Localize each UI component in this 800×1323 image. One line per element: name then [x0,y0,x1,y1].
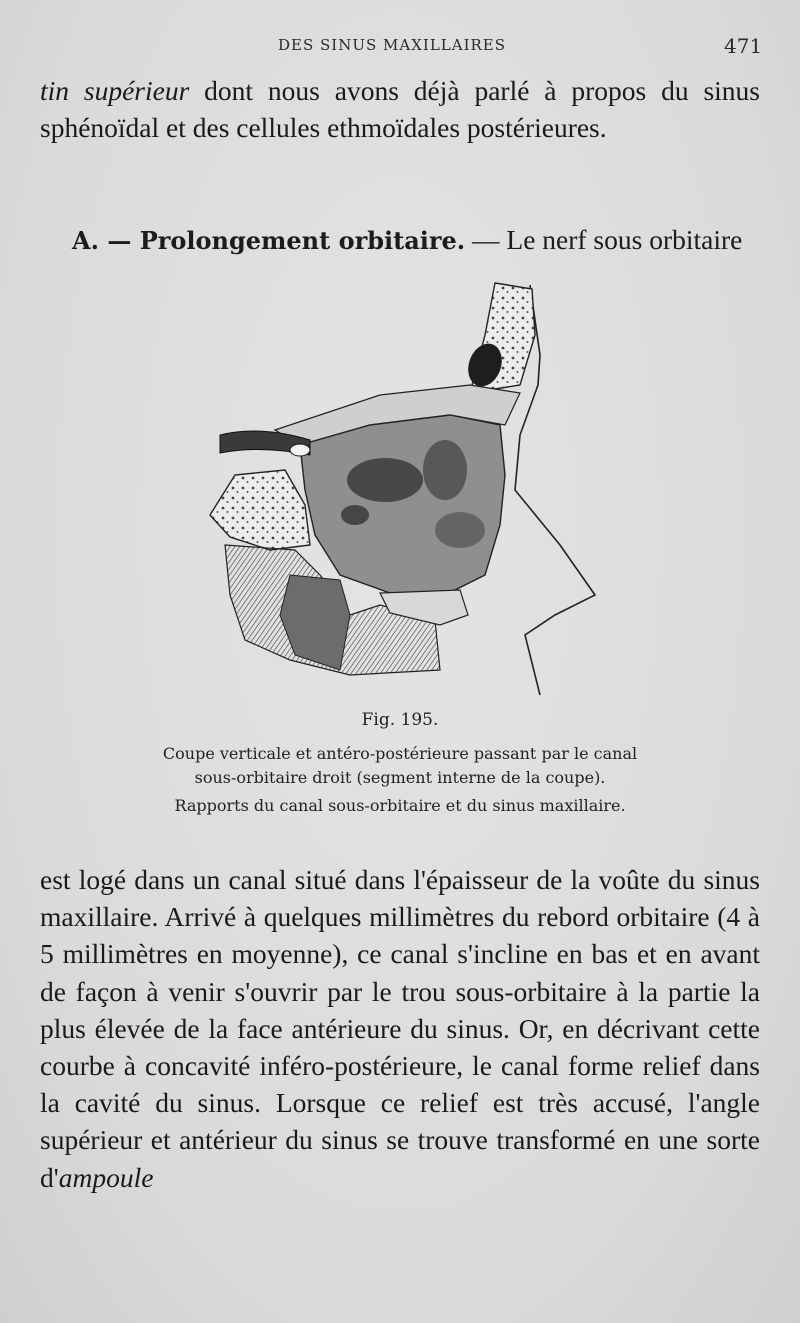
sinus-recess [347,458,423,502]
section-label: A. — Prolongement orbitaire. [72,226,466,255]
top-paragraph-italic: tin supérieur [40,75,190,106]
figure-caption-line1: Coupe verticale et antéro-postérieure passant par le canal [162,744,638,763]
section-lead-text: — Le nerf sous orbitaire [465,224,743,255]
sinus-recess-3 [435,512,485,548]
maxillary-sinus-cavity [300,415,505,595]
infraorbital-foramen [290,444,310,456]
anatomical-figure [200,275,610,700]
figure-caption-line2: sous-orbitaire droit (segment interne de la coupe). [194,768,606,787]
top-paragraph-text: dont nous avons déjà parlé à propos du sinus sphénoïdal et des cellules ethmoïdales postérieures. [40,75,760,143]
bottom-paragraph-italic: ampoule [58,1161,154,1193]
bottom-paragraph [40,861,760,1196]
bottom-paragraph-text: est logé dans un canal situé dans l'épaisseur de la voûte du sinus maxillaire. Arrivé à quelques millimètres du rebord orbitaire (4 à 5 millimètres en moyenne), ce canal s'incline en bas et en avant de façon à venir s'ouvrir par le trou sous-orbitaire à la partie la plus élevée de la face antérieure du sinus. Or, en décrivant cette courbe à concavité inféro-postérieure, le canal forme relief dans la cavité du sinus. Lorsque ce relief est très accusé, l'angle supérieur et antérieur du sinus se trouve transformé en une sorte d' [40,864,760,1193]
running-title: DES SINUS MAXILLAIRES [278,36,507,54]
figure-caption-line3: Rapports du canal sous-orbitaire et du sinus maxillaire. [174,796,626,815]
running-header [0,36,800,60]
figure-number: Fig. 195. [361,710,439,730]
sinus-recess-2 [423,440,467,500]
top-paragraph [40,72,760,146]
section-heading-line [72,221,762,259]
page-number: 471 [724,34,763,58]
sinus-recess-4 [341,505,369,525]
zygomatic-section [210,470,310,550]
